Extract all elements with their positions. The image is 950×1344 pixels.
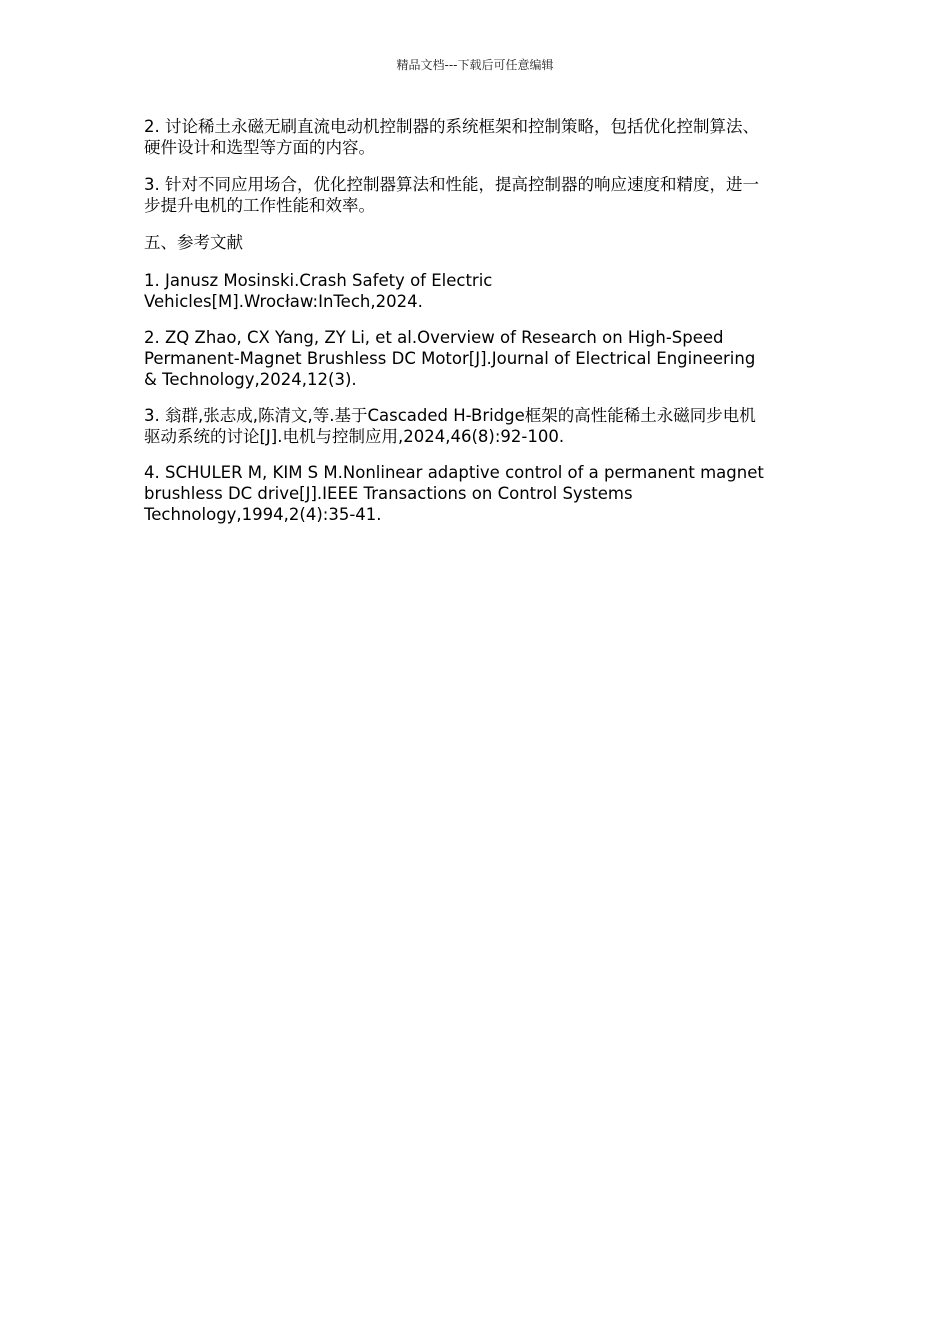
paragraph-item-2: 2. 讨论稀土永磁无刷直流电动机控制器的系统框架和控制策略，包括优化控制算法、 硬件设计和选型等方面的内容。 xyxy=(144,117,759,157)
section-heading-references: 五、参考文献 xyxy=(144,233,243,252)
paragraph-item-3: 3. 针对不同应用场合，优化控制器算法和性能，提高控制器的响应速度和精度，进一 步提升电机的工作性能和效率。 xyxy=(144,175,759,215)
reference-item-2: 2. ZQ Zhao, CX Yang, ZY Li, et al.Overview of Research on High-Speed Permanent-Magnet Brushless DC Motor[J].Journal of Electrical Engineering & Technology,2024,12(3). xyxy=(144,328,756,389)
page-header: 精品文档---下载后可任意编辑 xyxy=(396,58,554,72)
reference-item-1: 1. Janusz Mosinski.Crash Safety of Electric Vehicles[M].Wrocław:InTech,2024. xyxy=(144,271,493,311)
reference-item-3: 3. 翁群,张志成,陈清文,等.基于Cascaded H-Bridge框架的高性能稀土永磁同步电机 驱动系统的讨论[J].电机与控制应用,2024,46(8):92-100. xyxy=(144,406,756,446)
document-body xyxy=(144,116,809,540)
reference-item-4: 4. SCHULER M, KIM S M.Nonlinear adaptive control of a permanent magnet brushless DC drive[J].IEEE Transactions on Control Systems Technology,1994,2(4):35-41. xyxy=(144,463,764,524)
